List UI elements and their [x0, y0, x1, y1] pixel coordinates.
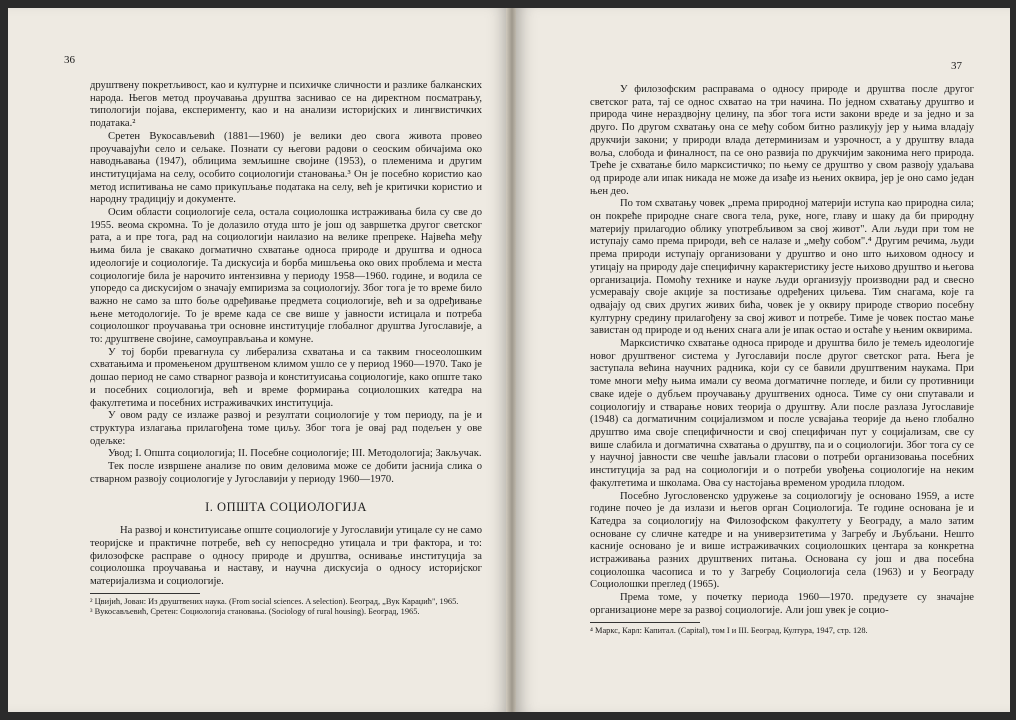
footnote: ⁴ Маркс, Карл: Капитал. (Capital), том I и III. Београд, Култура, 1947, стр. 128.	[590, 625, 868, 635]
footnote-rule	[590, 622, 700, 623]
paragraph: Увод; I. Општа социологија; II. Посебне социологије; III. Методологија; Закључак.	[108, 448, 482, 460]
paragraph: У овом раду се излаже развој и резултати социологије у том периоду, па је и структура излагања прилагођена томе циљу. Због тога је овај рад подељен у ове одељке:	[90, 410, 482, 447]
paragraph: На развој и конституисање опште социологије у Југославији утицале су не само теоријске и практичне потребе, већ су непосредно утицала и три фактора, и то: филозофске расправе о односу природе и друштва, оснивање институција за социолошка проучавања и наставу, и научна дискусија о односу историјског материјализма и социологије.	[90, 525, 482, 588]
footnote: ³ Вукосављевић, Сретен: Социологија становања. (Sociology of rural housing). Београд, 1965.	[90, 606, 420, 616]
paragraph: У тој борби превагнула су либерализа схватања и са таквим гносеолошким схватањима и промењеном друштвеном климом ушло се у период 1960—1970. Тако је дошао период не само стварног развоја и конституисања социологије, како опште тако и посебних социологија, већ и време формирања социолошких катедра на факултетима и посебних истраживачких институција.	[90, 346, 482, 409]
left-page	[8, 8, 508, 712]
paragraph: Сретен Вукосављевић (1881—1960) је велики део свога живота провео проучавајући село и сељаке. Познати су његови радови о сеоским обичајима око наводњавања (1947), облицима земљишне својине (1953), о племенима и другим институцијама на селу, особито социологији становања.³ Он је посебно користио као метод испитивања не само прикупљање података на селу, већ је критички користио и народну традицију и документе.	[90, 130, 482, 206]
paragraph: Посебно Југословенско удружење за социологију је основано 1959, а исте године почео је да излази и његов орган Социологија. Те године основана је и Катедра за социологију на Филозофском факултету у Београду, а мало затим основане су сличне катедре и на универзитетима у Загребу и Љубљани. Нешто касније основано је и више истраживачких социолошких центара за конкретна истраживања разних друштвених питања. Основана су још и два посебна социолошка часописа и то у Загребу Социологија села (1963) и у Београду Социолошки преглед (1965).	[590, 490, 974, 591]
footnote: ² Цвијић, Јован: Из друштвених наука. (From social sciences. A selection). Београд, „Вук Караџић", 1965.	[90, 596, 459, 606]
paragraph: Осим области социологије села, остала социолошка истраживања била су све до 1955. веома скромна. То је долазило отуда што је још од завршетка другог светског рата, а и пре тога, рад на социологији наилазио на велике препреке. Највећа међу њима била је свакако догматично схватање односа природе и друштва и односа идеологије и социологије. Та дискусија и борба мишљења око ових проблема и места социологије била је нарочито интензивна у периоду 1958—1960. године, и водила се упоредо са дискусијом о значају емпиризма за социологију. Због тога је то време било важно не само за што боље одређивање предмета социологије, већ и за одређивање њене методологије. То је време када се све више у јавности истицала и потреба социолошког проучавања три основне институције глобалног друштва Југославије, а то: друштвене својине, самоуправљања и комуне.	[90, 207, 482, 346]
paragraph: Према томе, у почетку периода 1960—1970. предузете су значајне организационе мере за развој социологије. Али још увек је социо-	[590, 592, 974, 616]
page-number: 36	[64, 54, 75, 66]
right-page	[516, 8, 1010, 712]
paragraph: Тек после извршене анализе по овим деловима може се добити јаснија слика о стварном развоју социологије у Југославији у периоду 1960—1970.	[90, 461, 482, 485]
paragraph: друштвену покретљивост, као и културне и психичке сличности и разлике балканских народа. Његов метод проучавања друштва заснивао се на директном посматрању, типологији појава, експерименту, као и на анализи историјских и лингвистичких података.²	[90, 80, 482, 130]
paragraph: У филозофским расправама о односу природе и друштва после другог светског рата, тај се однос схватао на три начина. По једном схватању друштво и природа чине нераздвојну целину, па због тога исти закони вреде и за једно и за друго. По другом схватању она се међу собом битно разликују јер у њима владају друкчији закони; у природи влада детерминизам и узрочност, а у друштву влада воља, слобода и финалност, па се оно развија по друкчијим законима него природа. Треће је схватање било марксистичко; по њему се друштво у свом развоју удаљава од природе али ипак никада не може да изађе из њених оквира, јер је оно само један њен део.	[590, 84, 974, 197]
paragraph: Марксистичко схватање односа природе и друштва било је темељ идеологије новог друштвеног система у Југославији после другог светског рата. Њега је заступала већина научних радника, који су се бавили друштвеним наукама. При томе многи међу њима имали су веома догматичне погледе, и били су противници сваке идеје о дубљем проучавању друштвених односа. Тиме су они спутавали и социологију и стварање нових теорија о друштву. Али после разлаза Југославије (1948) са догматичним социјализмом и после усвајања теорије да њено глобално друштво има своје специфичности и свој специфичан пут у социјализам, све су више слабила и догматична схватања о друштву, па и о социологији. Због тога су се у научној јавности све чешће јављали гласови о потреби организовања посебних институција за рад на социологији и о потреби увођења социологије на неким факултетима и школама. Ова су настојања временом уродила плодом.	[590, 338, 974, 489]
right-page-body	[590, 84, 974, 636]
page-number: 37	[951, 60, 962, 72]
section-heading: I. ОПШТА СОЦИОЛОГИЈА	[205, 499, 367, 514]
paragraph: По том схватању човек „према природној материји иступа као природна сила; он покреће природне снаге свога тела, руке, ноге, главу и шаку да би природну материју прилагодио облику употребљивом за свој живот". Али људи при том не иступају само према природи, већ се налазе и „међу собом".⁴ Другим речима, људи према природи иступају организовани у друштво и оно што њиховом односу и утицају на природу даје специфичну карактеристику јесте њихово друштво и његова организација. Помоћу технике и науке људи организују производни рад и свесно усмеравају своје акције за постизање одређених циљева. Тим снагама, које га одвајају од свих других живих бића, човек је у оквиру природе створио посебну културну средину прилагођену за свој живот и потребе. Тиме је човек постао мање завистан од природе и од њених снага али је ипак остао и остаће у њеним оквирима.	[590, 198, 974, 337]
footnote-rule	[90, 593, 200, 594]
left-page-body	[90, 80, 482, 617]
